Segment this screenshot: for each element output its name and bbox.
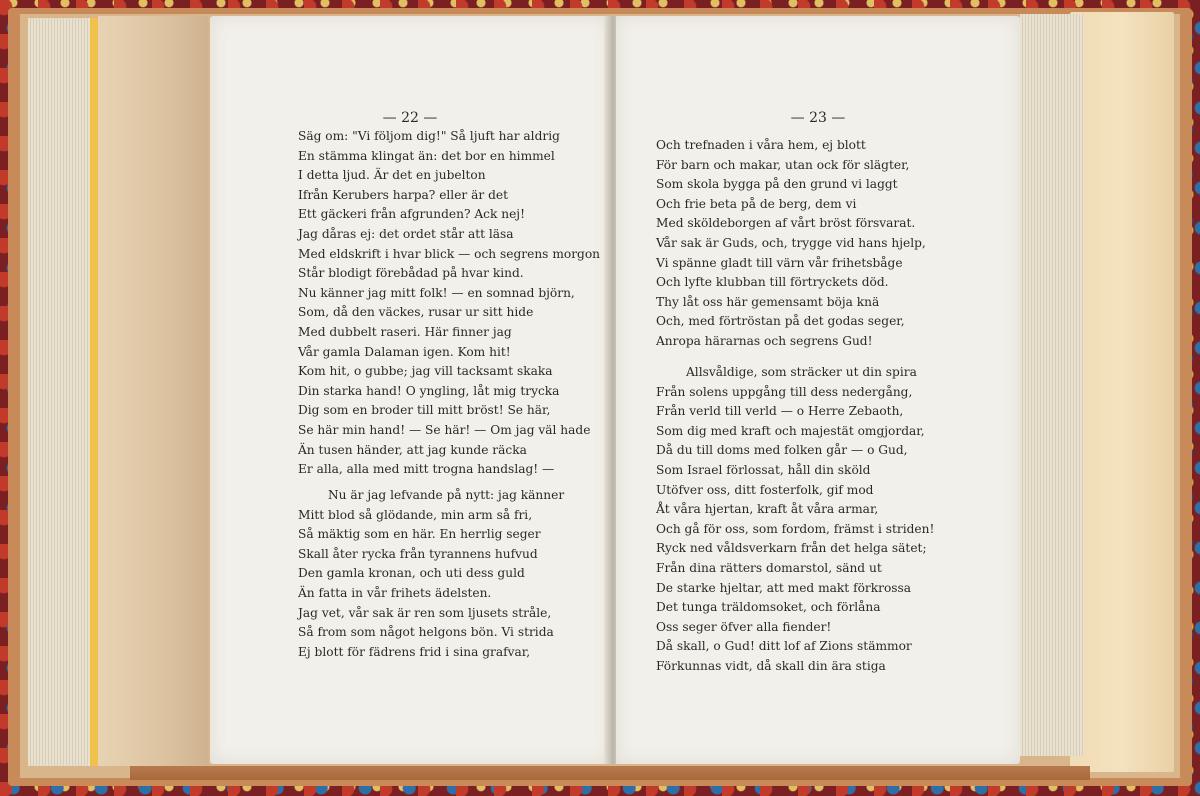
right-page xyxy=(616,16,1020,764)
right-endpaper xyxy=(1070,12,1174,772)
verse-line: Det tunga träldomsoket, och förlåna xyxy=(656,600,881,615)
verse-line: Ej blott för fädrens frid i sina grafvar, xyxy=(298,644,531,659)
verse-line: Säg om: "Vi följom dig!" Så ljuft har aldrig xyxy=(298,129,560,143)
verse-line: Nu känner jag mitt folk! — en somnad björn, xyxy=(298,285,575,300)
right-page-stack xyxy=(1020,14,1084,756)
right-stanza-2 xyxy=(656,363,934,677)
verse-line: Som dig med kraft och majestät omgjordar, xyxy=(656,423,925,438)
verse-line: Med sköldeborgen af vårt bröst försvarat. xyxy=(656,216,916,231)
verse-line: Och frie beta på de berg, dem vi xyxy=(656,196,857,211)
verse-line: Vi spänne gladt till värn vår frihetsbåge xyxy=(656,255,903,270)
verse-line: Ryck ned våldsverkarn från det helga sätet; xyxy=(656,541,927,556)
left-endpaper xyxy=(98,16,208,766)
verse-line: Oss seger öfver alla fiender! xyxy=(656,619,832,634)
verse-line: Då skall, o Gud! ditt lof af Zions stämmor xyxy=(656,639,912,654)
verse-line: Och gå för oss, som fordom, främst i striden! xyxy=(656,521,935,536)
left-stanza-1 xyxy=(298,127,600,480)
verse-line: Som skola bygga på den grund vi laggt xyxy=(656,177,898,192)
verse-line: Vår sak är Guds, och, trygge vid hans hjelp, xyxy=(656,235,926,250)
verse-line: Och lyfte klubban till förtryckets död. xyxy=(656,275,889,290)
verse-line: Så from som något helgons bön. Vi strida xyxy=(298,625,554,640)
yellow-bookmark-strip xyxy=(90,18,98,766)
verse-line: I detta ljud. Är det en jubelton xyxy=(298,168,486,183)
verse-line: Från dina rätters domarstol, sänd ut xyxy=(656,560,882,575)
page-number-left: — 22 — xyxy=(382,110,438,126)
left-stanza-2 xyxy=(298,486,564,662)
verse-line: Så mäktig som en här. En herrlig seger xyxy=(298,527,541,542)
verse-line: Se här min hand! — Se här! — Om jag väl hade xyxy=(298,422,591,437)
verse-line: Som Israel förlossat, håll din sköld xyxy=(656,462,871,477)
verse-line: Jag vet, vår sak är ren som ljusets stråle, xyxy=(298,605,552,620)
verse-line: Nu är jag lefvande på nytt: jag känner xyxy=(328,488,565,502)
verse-line: Står blodigt förebådad på hvar kind. xyxy=(298,266,524,281)
page-number-right: — 23 — xyxy=(790,110,846,126)
verse-line: Än tusen händer, att jag kunde räcka xyxy=(298,442,527,457)
verse-line: Utöfver oss, ditt fosterfolk, gif mod xyxy=(656,482,874,497)
verse-line: Som, då den väckes, rusar ur sitt hide xyxy=(298,305,534,320)
verse-line: Den gamla kronan, och uti dess guld xyxy=(298,566,525,581)
verse-line: Då du till doms med folken går — o Gud, xyxy=(656,443,908,458)
verse-line: Din starka hand! O yngling, låt mig trycka xyxy=(298,383,560,398)
verse-line: Och trefnaden i våra hem, ej blott xyxy=(656,138,866,152)
verse-line: Anropa härarnas och segrens Gud! xyxy=(656,333,873,348)
verse-line: Jag dåras ej: det ordet står att läsa xyxy=(298,226,514,241)
verse-line: Från solens uppgång till dess nedergång, xyxy=(656,384,913,399)
verse-line: Skall åter rycka från tyrannens hufvud xyxy=(298,546,538,561)
verse-line: Dig som en broder till mitt bröst! Se här, xyxy=(298,403,551,418)
verse-line: Förkunnas vidt, då skall din ära stiga xyxy=(656,658,886,673)
verse-line: En stämma klingat än: det bor en himmel xyxy=(298,148,555,163)
verse-line: Åt våra hjertan, kraft åt våra armar, xyxy=(656,502,879,517)
verse-line: Ett gäckeri från afgrunden? Ack nej! xyxy=(298,207,525,222)
verse-line: Kom hit, o gubbe; jag vill tacksamt skaka xyxy=(298,364,553,379)
bottom-binding-edge xyxy=(130,766,1090,780)
verse-line: Och, med förtröstan på det godas seger, xyxy=(656,314,905,329)
verse-line: De starke hjeltar, att med makt förkrossa xyxy=(656,580,912,595)
verse-line: Med dubbelt raseri. Här finner jag xyxy=(298,324,512,339)
verse-line: Från verld till verld — o Herre Zebaoth, xyxy=(656,404,904,419)
verse-line: Med eldskrift i hvar blick — och segrens morgon xyxy=(298,246,601,261)
verse-line: Mitt blod så glödande, min arm så fri, xyxy=(298,507,533,522)
verse-line: För barn och makar, utan ock för slägter, xyxy=(656,157,910,172)
verse-line: Vår gamla Dalaman igen. Kom hit! xyxy=(298,344,511,359)
left-page xyxy=(210,16,610,764)
verse-line: Er alla, alla med mitt trogna handslag! — xyxy=(298,462,555,477)
verse-line: Ifrån Kerubers harpa? eller är det xyxy=(298,187,508,202)
verse-line: Allsvåldige, som sträcker ut din spira xyxy=(686,365,917,379)
right-stanza-1 xyxy=(656,136,926,352)
verse-line: Thy låt oss här gemensamt böja knä xyxy=(656,294,880,309)
verse-line: Än fatta in vår frihets ädelsten. xyxy=(298,585,492,600)
